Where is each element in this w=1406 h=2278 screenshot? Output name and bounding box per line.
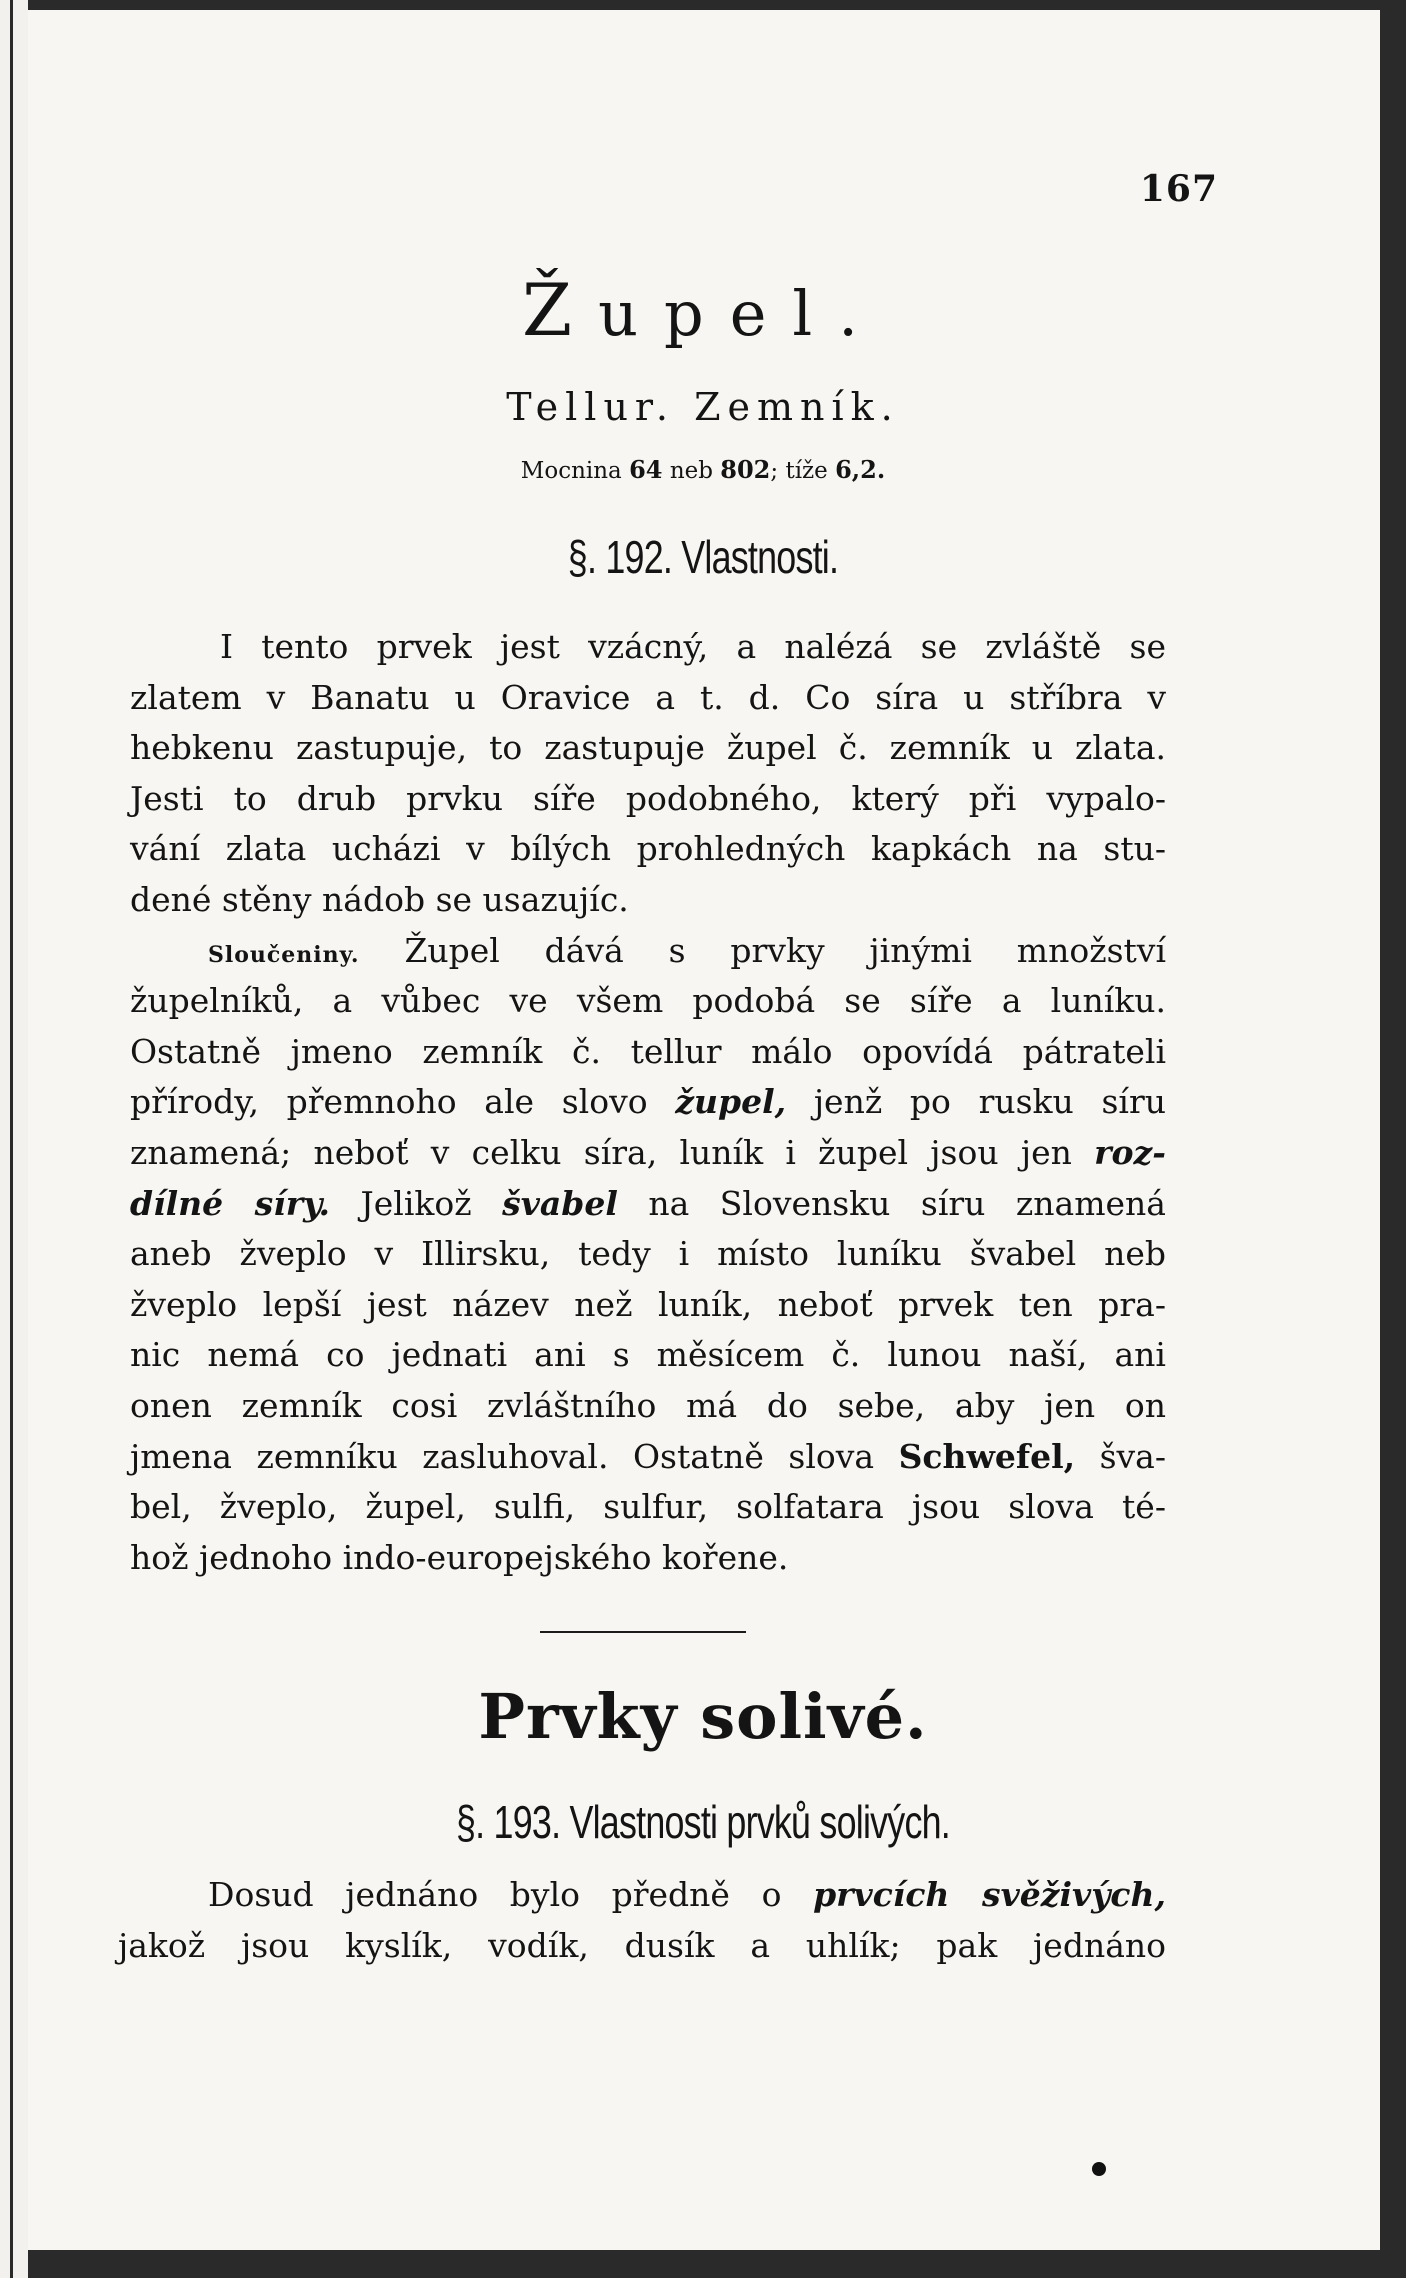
emphasis: dílné síry.	[130, 1183, 330, 1223]
text-line: bel, žveplo, župel, sulfi, sulfur, solfatara jsou slova té-	[130, 1487, 1166, 1527]
chapter-heading-prvky-solive: Prvky solivé.	[478, 1680, 928, 1753]
text-line: onen zemník cosi zvláštního má do sebe, aby jen on	[130, 1385, 1166, 1425]
text-line: nic nemá co jednati ani s měsícem č. lunou naší, ani	[130, 1335, 1166, 1375]
formula-prefix: Mocnina	[520, 458, 622, 484]
element-properties	[0, 455, 1406, 484]
section-heading-192: §. 192. Vlastnosti.	[567, 531, 839, 583]
text-line	[130, 1432, 1166, 1483]
text-run: Župel dává s prvky jinými množství	[404, 930, 1167, 970]
text-line: dené stěny nádob se usazujíc.	[130, 879, 629, 919]
text-line	[130, 1179, 1166, 1230]
emphasis: švabel	[502, 1183, 618, 1223]
text-line	[130, 926, 1166, 977]
text-run: na Slovensku síru znamená	[648, 1183, 1166, 1223]
text-line: aneb žveplo v Illirsku, tedy i místo luníku švabel neb	[130, 1234, 1166, 1274]
page-number: 167	[1139, 168, 1218, 210]
emphasis: roz-	[1094, 1132, 1166, 1172]
text-run: znamená; neboť v celku síra, luník i župel jsou jen	[130, 1132, 1072, 1172]
run-in-heading: Sloučeniny.	[208, 941, 360, 968]
text-run: Jelikož	[360, 1183, 472, 1223]
text-line: žveplo lepší jest název než luník, neboť prvek ten pra-	[130, 1284, 1166, 1324]
text-line: Ostatně jmeno zemník č. tellur málo opovídá pátrateli	[130, 1031, 1166, 1071]
body-paragraph-3	[118, 1870, 1166, 1971]
formula-value-1: 64	[629, 455, 663, 484]
formula-mid: neb	[669, 458, 713, 484]
text-run: jenž po rusku síru	[813, 1082, 1166, 1122]
ink-dot	[1092, 2162, 1106, 2176]
fraktur-word: Schwefel,	[898, 1436, 1076, 1476]
chapter-subtitle: Tellur. Zemník.	[506, 385, 900, 429]
text-line: vání zlata ucházi v bílých prohledných kapkách na stu-	[130, 829, 1166, 869]
section-divider	[540, 1631, 746, 1633]
text-line: župelníků, a vůbec ve všem podobá se síře a luníku.	[130, 981, 1166, 1021]
text-run: přírody, přemnoho ale slovo	[130, 1082, 648, 1122]
text-line	[130, 1077, 1166, 1128]
chapter-title-initial: Ž	[522, 268, 599, 352]
text-run: Dosud jednáno bylo předně o	[208, 1875, 782, 1914]
text-line	[130, 1128, 1166, 1179]
formula-value-2: 802	[720, 455, 771, 484]
emphasis: župel,	[675, 1082, 787, 1122]
emphasis: prvcích svěživých,	[813, 1875, 1166, 1914]
text-line: zlatem v Banatu u Oravice a t. d. Co síra u stříbra v	[130, 677, 1166, 717]
chapter-title	[0, 268, 1406, 352]
text-run: jmena zemníku zasluhoval. Ostatně slova	[130, 1436, 875, 1476]
section-heading-193: §. 193. Vlastnosti prvků solivých.	[455, 1796, 950, 1848]
text-line: hebkenu zastupuje, to zastupuje župel č. zemník u zlata.	[130, 728, 1166, 768]
text-line: I tento prvek jest vzácný, a nalézá se zvláště se	[220, 627, 1166, 666]
chapter-title-rest: upel.	[598, 277, 884, 350]
text-run: šva-	[1099, 1436, 1166, 1476]
text-line: Jesti to drub prvku síře podobného, který při vypalo-	[130, 778, 1166, 818]
text-line	[118, 1870, 1166, 1921]
formula-sep: ; tíže	[770, 458, 828, 484]
formula-value-3: 6,2.	[835, 455, 886, 484]
text-line: jakož jsou kyslík, vodík, dusík a uhlík; pak jednáno	[118, 1925, 1166, 1965]
text-line: hož jednoho indo-europejského kořene.	[130, 1537, 789, 1577]
body-paragraph-1	[130, 622, 1166, 1583]
